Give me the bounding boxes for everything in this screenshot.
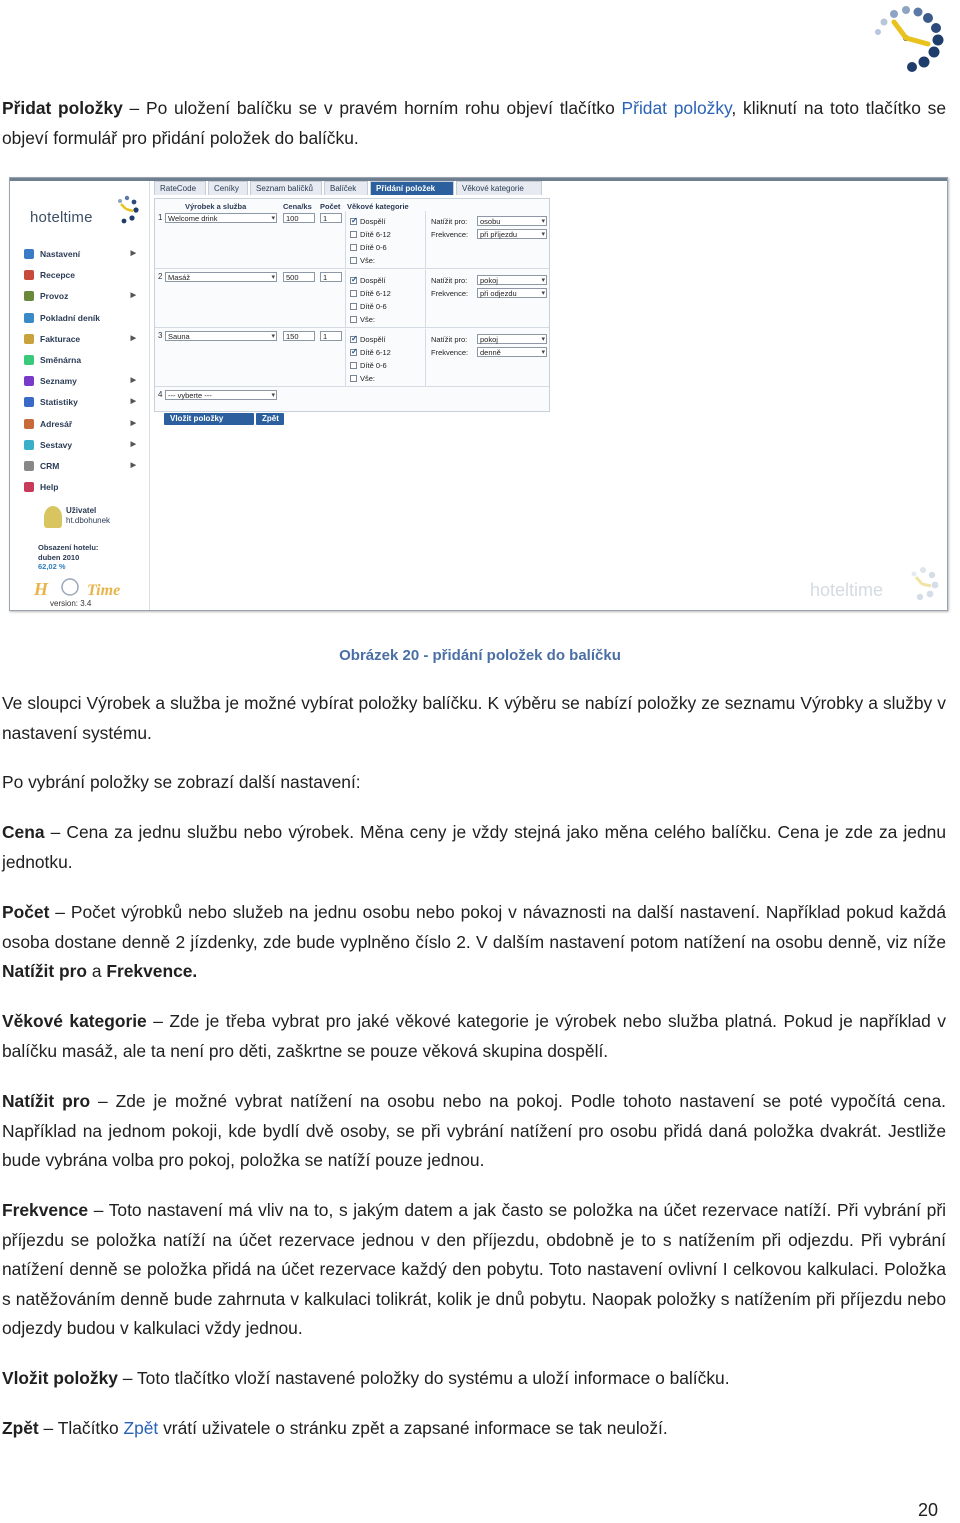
tab-balicek[interactable]: Balíček [324,181,368,195]
menu-label: Adresář [40,418,73,429]
insert-items-button[interactable]: Vložit položky [164,413,254,425]
checkbox-label: Vše: [360,374,376,383]
row-number: 2 [158,272,163,281]
watermark-brand: hoteltime [810,580,884,600]
column-divider [345,270,346,327]
column-divider [425,211,426,268]
version-label: version: 3.4 [50,599,92,608]
term-charge: Natížit pro [2,1091,91,1111]
insert-text: – Toto tlačítko vloží nastavené položky do systému a uloží informace o balíčku. [117,1368,730,1388]
back-link-name: Zpět [123,1418,159,1438]
column-divider [425,270,426,327]
age-child-6-12-checkbox[interactable] [350,230,391,239]
back-text-mid: – Tlačítko [38,1418,124,1438]
menu-item-adresar[interactable] [22,417,140,438]
age-child-6-12-checkbox[interactable] [350,289,391,298]
occupancy-box [38,543,128,572]
chevron-right-icon: ▶ [130,419,136,427]
age-all-checkbox[interactable] [350,374,375,383]
age-child-0-6-checkbox[interactable] [350,361,387,370]
charge-label: Natížit pro: [431,335,468,344]
item-row-2 [155,270,549,328]
menu-label: Sestavy [40,439,73,450]
count-text-mid: a [87,961,107,982]
app-screenshot [9,177,948,611]
header-product: Výrobek a služba [185,202,247,211]
item-row-3 [155,329,549,387]
tab-pridani-polozek[interactable]: Přidání položek [370,181,454,195]
checkbox-label: Dospělí [360,276,386,285]
menu-label: Nastavení [40,249,81,259]
intro-paragraph [2,94,946,153]
age-text: – Zde je třeba vybrat pro jaké věkové kategorie je výrobek nebo služba platná. Pokud je například v balíčku masáž, ale ta není pro děti, zaškrtne se pouze věková skupina dospělí. [2,1011,946,1061]
menu-label: Statistiky [40,397,78,408]
tab-ceniky[interactable]: Ceníky [208,181,248,195]
add-items-form [154,198,550,412]
product-select[interactable]: Sauna ▾ [165,331,277,341]
checkbox-label: Dítě 0-6 [360,302,387,311]
hoteltime-clock-logo [858,2,950,74]
help-icon [24,482,34,492]
row-number: 1 [158,213,163,222]
exchange-icon [24,355,34,365]
menu-label: Fakturace [40,333,81,344]
age-child-0-6-checkbox[interactable] [350,302,387,311]
back-button[interactable]: Zpět [256,413,284,425]
frequency-text: – Toto nastavení má vliv na to, s jakým datem a jak často se položka na účet rezervace natíží. Při vybrání při příjezdu se položka natíží na účet rezervace jednou v den příjezdu, obdobně je to s natížením při odjezdu. Při vybrání natížení denně se položka přidá na účet rezervace každý den pobytu. Toto nastavení ovlivní I celkovou kalkulaci. Položka s natěžováním denně bude zahrnuta v kalkulaci tolikrát, kolik je dnů pobytu. Naopak položky s natížením při příjezdu nebo odjezdy budou v kalkulaci vždy jednou. [2,1200,946,1339]
menu-item-crm[interactable] [22,459,140,480]
column-divider [345,211,346,268]
menu-item-fakturace[interactable] [22,332,140,353]
frequency-label: Frekvence: [431,348,469,357]
age-all-checkbox[interactable] [350,256,375,265]
menu-item-provoz[interactable] [22,289,140,310]
term-price: Cena [2,822,45,842]
paragraph-charge [2,1087,946,1176]
paragraph-1: Ve sloupci Výrobek a služba je možné vybírat položky balíčku. K výběru se nabízí položky ze seznamu Výrobky a služby v nastavení systému. [2,693,946,743]
paragraph-age [2,1007,946,1066]
price-input[interactable]: 100 [283,213,315,223]
hoteltime-logo [30,193,140,233]
paragraph-back [2,1414,946,1444]
paragraph-price [2,818,946,877]
checkbox-label: Dospělí [360,217,386,226]
menu-item-statistiky[interactable] [22,395,140,416]
count-input[interactable]: 1 [320,331,342,341]
count-text: – Počet výrobků nebo služeb na jednu osobu nebo pokoj v návaznosti na další nastavení. Například pokud každá osoba dostane denně 2 jízdenky, zde bude vyplněno číslo 2. V dalším nastavení potom natížení na osobu denně, viz níže [2,902,946,952]
frequency-label: Frekvence: [431,289,469,298]
intro-term: Přidat položky [2,98,123,118]
chevron-right-icon: ▶ [130,292,136,300]
statistics-icon [24,397,34,407]
term-back: Zpět [2,1418,39,1438]
frequency-select[interactable]: při příjezdu ▾ [477,229,547,239]
intro-text-rest: , kliknutí na toto tlačítko se objeví formulář pro přidání položek do balíčku. [2,98,946,148]
tab-vekove-kategorie[interactable]: Věkové kategorie [456,181,542,195]
menu-item-nastaveni[interactable] [22,247,140,268]
tab-ratecode[interactable]: RateCode [154,181,206,195]
occupancy-title: Obsazení hotelu: [38,543,99,552]
age-child-0-6-checkbox[interactable] [350,243,387,252]
figure-caption: Obrázek 20 - přidání položek do balíčku [339,647,621,664]
address-book-icon [24,419,34,429]
paragraph-frequency [2,1196,946,1344]
checkbox-label: Dospělí [360,335,386,344]
item-row-4 [155,388,549,410]
svg-text:Time: Time [87,582,121,599]
invoice-icon [24,334,34,344]
term-insert: Vložit položky [2,1368,118,1388]
menu-label: Help [40,482,59,493]
charge-label: Natížit pro: [431,276,468,285]
svg-text:H: H [34,579,49,599]
charge-select[interactable]: pokoj ▾ [477,334,547,344]
frequency-label: Frekvence: [431,230,469,239]
charge-text: – Zde je možné vybrat natížení na osobu nebo na pokoj. Podle tohoto nastavení se poté vypočítá cena. Například na jednom pokoji, kde bydlí dvě osoby, se při vybrání natížení pro osobu přidá daná položka dvakrát. Jestliže bude vybrána volba pro pokoj, položka se natíží pouze jednou. [2,1091,946,1171]
checkbox-label: Dítě 6-12 [360,289,391,298]
header-price: Cena/ks [283,202,312,211]
intro-text: – Po uložení balíčku se v pravém horním rohu objeví tlačítko [122,98,622,118]
reception-icon [24,270,34,280]
reports-icon [24,440,34,450]
count-input[interactable]: 1 [320,213,342,223]
settings-icon [24,249,34,259]
term-frequency: Frekvence [2,1200,89,1220]
ref-charge: Natížit pro [2,961,88,982]
operations-icon [24,291,34,301]
column-divider [345,329,346,386]
menu-item-help[interactable] [22,480,140,501]
charge-select[interactable]: osobu ▾ [477,216,547,226]
frequency-select[interactable]: denně ▾ [477,347,547,357]
watermark-clock-icon [906,566,940,602]
row-number: 4 [158,390,163,399]
checkbox-label: Dítě 6-12 [360,348,391,357]
term-count: Počet [2,902,50,922]
hoteltime-watermark [810,566,940,606]
chevron-right-icon: ▶ [130,398,136,406]
count-input[interactable]: 1 [320,272,342,282]
menu-item-smenarna[interactable] [22,353,140,374]
age-all-checkbox[interactable] [350,315,375,324]
chevron-right-icon: ▶ [130,250,136,257]
paragraph-2: Po vybrání položky se zobrazí další nastavení: [2,772,361,792]
checkbox-label: Dítě 0-6 [360,243,387,252]
price-text: – Cena za jednu službu nebo výrobek. Měna ceny je vždy stejná jako měna celého balíčku. Cena je zde za jednu jednotku. [2,822,946,872]
paragraph-insert [2,1364,946,1394]
header-age: Věkové kategorie [347,202,409,211]
sidebar [10,181,150,611]
brand-clock-icon [114,195,140,225]
user-title: Uživatel [66,506,97,515]
cash-book-icon [24,313,34,323]
product-select[interactable]: Welcome drink ▾ [165,213,277,223]
row-number: 3 [158,331,163,340]
header-count: Počet [320,202,341,211]
menu-label: Pokladní deník [40,312,100,323]
occupancy-percent: 62,02 % [38,562,66,571]
menu-item-sestavy[interactable] [22,438,140,459]
brand-name: hoteltime [30,209,93,226]
menu-label: Recepce [40,270,75,281]
frequency-select[interactable]: při odjezdu ▾ [477,288,547,298]
age-adults-checkbox[interactable] [350,217,385,226]
back-text: vrátí uživatele o stránku zpět a zapsané informace se tak neuloží. [158,1418,668,1438]
checkbox-label: Dítě 0-6 [360,361,387,370]
age-adults-checkbox[interactable] [350,276,385,285]
charge-label: Natížit pro: [431,217,468,226]
hotel-time-logo-graphic [32,577,132,601]
user-keys-icon [44,506,62,528]
list-icon [24,376,34,386]
menu-label: Směnárna [40,354,82,365]
menu-item-seznamy[interactable] [22,374,140,395]
chevron-right-icon: ▶ [130,461,136,469]
menu-label: CRM [40,460,60,471]
checkbox-label: Dítě 6-12 [360,230,391,239]
charge-select[interactable]: pokoj ▾ [477,275,547,285]
page-number: 20 [918,1500,939,1520]
ref-frequency: Frekvence. [106,961,198,982]
checkbox-label: Vše: [360,256,376,265]
product-select[interactable]: --- vyberte --- ▾ [165,390,277,400]
price-input[interactable]: 150 [283,331,315,341]
product-select[interactable]: Masáž ▾ [165,272,277,282]
menu-label: Seznamy [40,376,77,387]
menu-item-recepce[interactable] [22,268,140,289]
chevron-right-icon: ▶ [130,377,136,385]
intro-button-name: Přidat položky [621,98,732,118]
crm-icon [24,461,34,471]
item-row-1 [155,211,549,269]
checkbox-label: Vše: [360,315,376,324]
chevron-right-icon: ▶ [130,440,136,448]
menu-label: Provoz [40,291,69,302]
term-age: Věkové kategorie [2,1011,147,1031]
main-menu [22,247,140,501]
price-input[interactable]: 500 [283,272,315,282]
paragraph-count [2,898,946,987]
menu-item-pokladni-denik[interactable] [22,311,140,332]
column-divider [425,329,426,386]
user-name[interactable]: ht.dbohunek [66,516,111,525]
age-child-6-12-checkbox[interactable] [350,348,391,357]
age-adults-checkbox[interactable] [350,335,385,344]
tab-seznam-balicku[interactable]: Seznam balíčků [250,181,322,195]
occupancy-month: duben 2010 [38,552,80,562]
chevron-right-icon: ▶ [130,334,136,342]
